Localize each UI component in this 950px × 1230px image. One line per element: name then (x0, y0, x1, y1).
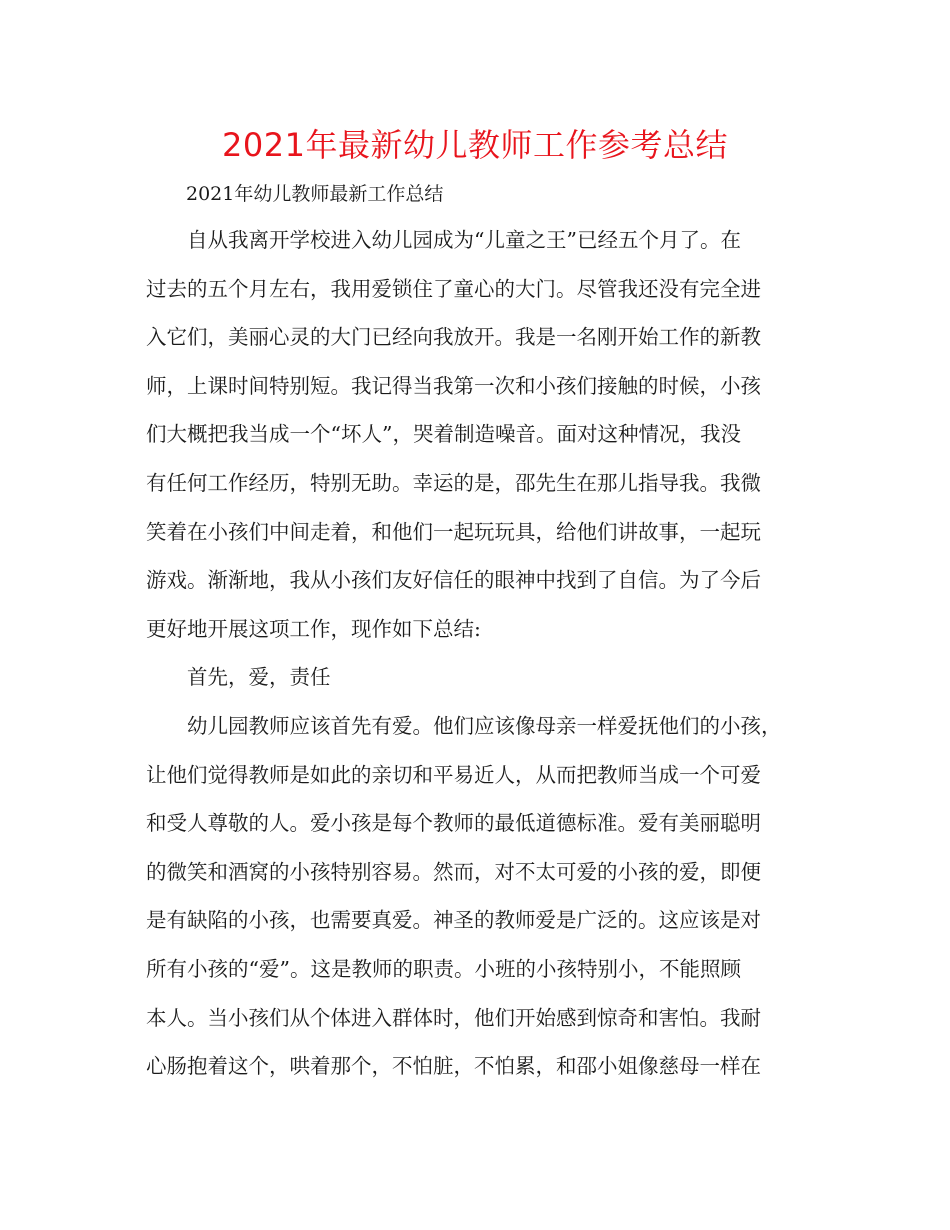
text-line: 让他们觉得教师是如此的亲切和平易近人，从而把教师当成一个可爱 (146, 762, 761, 787)
text-line: 师，上课时间特别短。我记得当我第一次和小孩们接触的时候，小孩 (146, 373, 761, 398)
document-subtitle: 2021年幼儿教师最新工作总结 (186, 183, 444, 205)
text-line: 游戏。渐渐地，我从小孩们友好信任的眼神中找到了自信。为了今后 (146, 568, 761, 593)
text-line: 过去的五个月左右，我用爱锁住了童心的大门。尽管我还没有完全进 (146, 276, 761, 301)
text-line: 所有小孩的“爱”。这是教师的职责。小班的小孩特别小，不能照顾 (146, 956, 741, 981)
text-line: 心肠抱着这个，哄着那个，不怕脏，不怕累，和邵小姐像慈母一样在 (146, 1054, 761, 1079)
document-body (146, 216, 808, 1091)
text-line: 入它们，美丽心灵的大门已经向我放开。我是一名刚开始工作的新教 (146, 325, 761, 350)
section-heading: 首先，爱，责任 (187, 665, 331, 690)
text-line: 有任何工作经历，特别无助。幸运的是，邵先生在那儿指导我。我微 (146, 470, 761, 495)
text-line: 们大概把我当成一个“坏人”，哭着制造噪音。面对这种情况，我没 (146, 422, 741, 447)
text-line: 本人。当小孩们从个体进入群体时，他们开始感到惊奇和害怕。我耐 (146, 1005, 761, 1030)
text-line: 自从我离开学校进入幼儿园成为“儿童之王”已经五个月了。在 (187, 228, 741, 252)
text-line: 和受人尊敬的人。爱小孩是每个教师的最低道德标准。爱有美丽聪明 (146, 811, 761, 836)
text-line: 的微笑和酒窝的小孩特别容易。然而，对不太可爱的小孩的爱，即便 (146, 859, 761, 884)
text-line: 笑着在小孩们中间走着，和他们一起玩玩具，给他们讲故事，一起玩 (146, 519, 761, 544)
document-title: 2021年最新幼儿教师工作参考总结 (222, 126, 728, 164)
text-line: 幼儿园教师应该首先有爱。他们应该像母亲一样爱抚他们的小孩， (187, 713, 782, 738)
text-line: 更好地开展这项工作，现作如下总结: (146, 616, 481, 641)
text-line: 是有缺陷的小孩，也需要真爱。神圣的教师爱是广泛的。这应该是对 (146, 908, 761, 933)
